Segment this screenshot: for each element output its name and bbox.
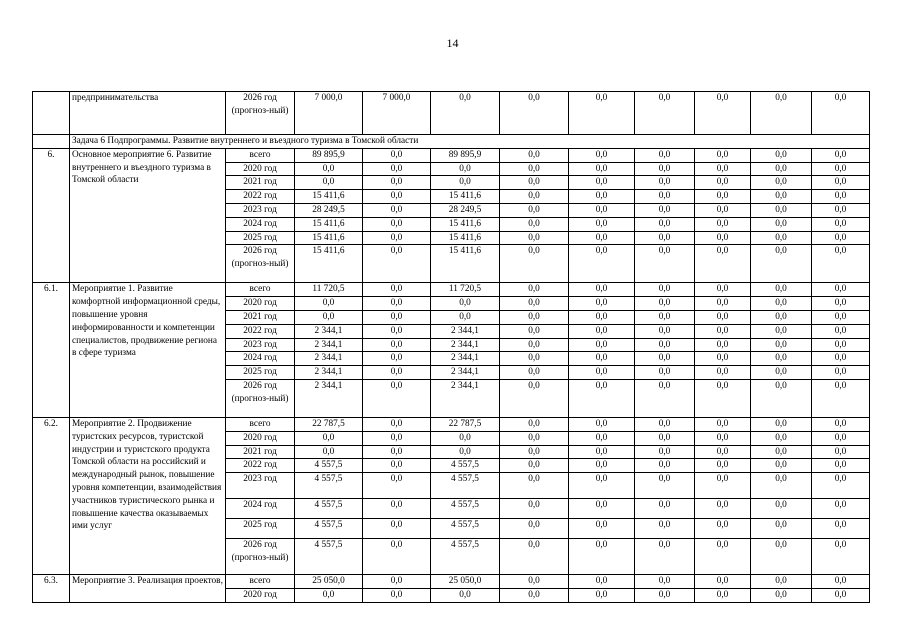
value-cell: 0,0 [695, 245, 751, 283]
value-cell: 0,0 [431, 162, 500, 176]
value-cell: 0,0 [569, 539, 635, 575]
value-cell: 0,0 [569, 588, 635, 602]
value-cell: 0,0 [695, 310, 751, 324]
value-cell: 0,0 [695, 431, 751, 445]
value-cell: 0,0 [363, 231, 431, 245]
value-cell: 15 411,6 [295, 190, 363, 204]
value-cell: 0,0 [812, 459, 870, 473]
value-cell: 4 557,5 [295, 499, 363, 519]
value-cell: 0,0 [812, 203, 870, 217]
value-cell: 0,0 [695, 352, 751, 366]
value-cell: 0,0 [751, 92, 812, 135]
year-cell: 2020 год [226, 431, 295, 445]
value-cell: 4 557,5 [431, 539, 500, 575]
value-cell: 0,0 [500, 473, 569, 499]
value-cell: 0,0 [363, 190, 431, 204]
task-title-row [33, 135, 870, 149]
value-cell: 0,0 [812, 324, 870, 338]
value-cell: 0,0 [751, 539, 812, 575]
value-cell: 0,0 [295, 588, 363, 602]
value-cell: 0,0 [695, 203, 751, 217]
value-cell: 0,0 [569, 338, 635, 352]
value-cell: 0,0 [635, 176, 695, 190]
value-cell: 0,0 [695, 417, 751, 431]
value-cell: 0,0 [695, 217, 751, 231]
value-cell: 0,0 [569, 324, 635, 338]
value-cell: 0,0 [635, 283, 695, 297]
value-cell: 0,0 [569, 575, 635, 589]
year-cell: 2026 год (прогноз-ный) [226, 92, 295, 135]
activity-name: Мероприятие 2. Продвижение туристских ресурсов, туристской индустрии и туристского продукта Томской области на российский и международный рынок, повышение уровня компетенции, взаимодействия участников туристического рынка и повышение качества оказываемых ими услуг [70, 417, 226, 574]
value-cell: 11 720,5 [295, 283, 363, 297]
value-cell: 0,0 [751, 431, 812, 445]
table-row [33, 92, 870, 135]
value-cell: 0,0 [751, 575, 812, 589]
value-cell: 0,0 [635, 310, 695, 324]
year-cell: 2021 год [226, 310, 295, 324]
value-cell: 0,0 [569, 352, 635, 366]
value-cell: 4 557,5 [431, 519, 500, 539]
value-cell: 0,0 [635, 445, 695, 459]
value-cell: 15 411,6 [431, 217, 500, 231]
value-cell: 0,0 [431, 310, 500, 324]
table-row [33, 417, 870, 431]
value-cell: 0,0 [500, 148, 569, 162]
value-cell: 0,0 [500, 539, 569, 575]
value-cell: 0,0 [363, 445, 431, 459]
year-cell: 2023 год [226, 338, 295, 352]
value-cell: 0,0 [431, 176, 500, 190]
year-cell: 2023 год [226, 203, 295, 217]
value-cell: 0,0 [363, 366, 431, 380]
table-row [33, 575, 870, 589]
value-cell: 0,0 [751, 217, 812, 231]
value-cell: 4 557,5 [295, 519, 363, 539]
value-cell: 0,0 [751, 176, 812, 190]
activity-index: 6.2. [33, 417, 70, 574]
value-cell: 0,0 [569, 162, 635, 176]
value-cell: 0,0 [363, 338, 431, 352]
value-cell: 0,0 [635, 366, 695, 380]
value-cell: 0,0 [751, 283, 812, 297]
value-cell: 0,0 [500, 431, 569, 445]
value-cell: 0,0 [635, 162, 695, 176]
value-cell: 0,0 [695, 190, 751, 204]
value-cell: 0,0 [500, 245, 569, 283]
value-cell: 0,0 [635, 324, 695, 338]
value-cell: 4 557,5 [431, 499, 500, 519]
value-cell: 0,0 [695, 297, 751, 311]
year-cell: 2020 год [226, 162, 295, 176]
value-cell: 0,0 [635, 190, 695, 204]
value-cell: 0,0 [812, 176, 870, 190]
activity-index: 6.1. [33, 283, 70, 418]
value-cell: 0,0 [500, 190, 569, 204]
year-cell: 2022 год [226, 190, 295, 204]
value-cell: 0,0 [569, 92, 635, 135]
value-cell: 0,0 [812, 310, 870, 324]
row-index-cell [33, 92, 70, 135]
value-cell: 25 050,0 [431, 575, 500, 589]
value-cell: 0,0 [569, 417, 635, 431]
value-cell: 0,0 [635, 417, 695, 431]
value-cell: 15 411,6 [295, 231, 363, 245]
value-cell: 2 344,1 [431, 379, 500, 417]
activity-name: Мероприятие 3. Реализация проектов, [70, 575, 226, 603]
year-cell: 2022 год [226, 324, 295, 338]
activity-name: Основное мероприятие 6. Развитие внутреннего и въездного туризма в Томской области [70, 148, 226, 283]
value-cell: 0,0 [635, 459, 695, 473]
value-cell: 0,0 [695, 366, 751, 380]
value-cell: 4 557,5 [431, 459, 500, 473]
value-cell: 0,0 [695, 459, 751, 473]
value-cell: 0,0 [500, 92, 569, 135]
value-cell: 0,0 [500, 588, 569, 602]
value-cell: 0,0 [751, 245, 812, 283]
value-cell: 7 000,0 [295, 92, 363, 135]
value-cell: 0,0 [812, 231, 870, 245]
value-cell: 0,0 [569, 379, 635, 417]
year-cell: 2022 год [226, 459, 295, 473]
value-cell: 0,0 [569, 176, 635, 190]
value-cell: 4 557,5 [295, 539, 363, 575]
value-cell: 0,0 [812, 539, 870, 575]
value-cell: 0,0 [812, 217, 870, 231]
value-cell: 0,0 [363, 499, 431, 519]
value-cell: 0,0 [695, 499, 751, 519]
value-cell: 2 344,1 [295, 324, 363, 338]
value-cell: 0,0 [569, 231, 635, 245]
value-cell: 0,0 [812, 283, 870, 297]
value-cell: 89 895,9 [295, 148, 363, 162]
value-cell: 0,0 [569, 245, 635, 283]
year-cell: 2020 год [226, 297, 295, 311]
value-cell: 0,0 [500, 176, 569, 190]
value-cell: 0,0 [635, 338, 695, 352]
activity-index: 6. [33, 148, 70, 283]
value-cell: 0,0 [569, 366, 635, 380]
value-cell: 0,0 [363, 459, 431, 473]
year-cell: 2023 год [226, 473, 295, 499]
value-cell: 0,0 [695, 539, 751, 575]
value-cell: 0,0 [812, 588, 870, 602]
value-cell: 22 787,5 [431, 417, 500, 431]
value-cell: 0,0 [569, 297, 635, 311]
value-cell: 0,0 [812, 92, 870, 135]
value-cell: 0,0 [363, 431, 431, 445]
value-cell: 89 895,9 [431, 148, 500, 162]
value-cell: 0,0 [431, 431, 500, 445]
value-cell: 0,0 [431, 297, 500, 311]
value-cell: 0,0 [569, 190, 635, 204]
value-cell: 0,0 [812, 245, 870, 283]
value-cell: 0,0 [363, 379, 431, 417]
value-cell: 0,0 [295, 431, 363, 445]
value-cell: 2 344,1 [295, 379, 363, 417]
value-cell: 2 344,1 [431, 324, 500, 338]
value-cell: 0,0 [812, 431, 870, 445]
value-cell: 0,0 [812, 445, 870, 459]
value-cell: 0,0 [363, 417, 431, 431]
year-cell: 2025 год [226, 519, 295, 539]
value-cell: 25 050,0 [295, 575, 363, 589]
value-cell: 0,0 [751, 379, 812, 417]
value-cell: 0,0 [812, 162, 870, 176]
value-cell: 0,0 [751, 297, 812, 311]
value-cell: 11 720,5 [431, 283, 500, 297]
table-row [33, 148, 870, 162]
value-cell: 0,0 [635, 231, 695, 245]
value-cell: 4 557,5 [295, 473, 363, 499]
value-cell: 4 557,5 [295, 459, 363, 473]
value-cell: 0,0 [500, 324, 569, 338]
value-cell: 0,0 [569, 217, 635, 231]
value-cell: 0,0 [635, 217, 695, 231]
year-cell: всего [226, 283, 295, 297]
value-cell: 0,0 [569, 499, 635, 519]
value-cell: 0,0 [695, 283, 751, 297]
value-cell: 0,0 [751, 338, 812, 352]
value-cell: 0,0 [751, 162, 812, 176]
value-cell: 0,0 [751, 417, 812, 431]
value-cell: 0,0 [751, 231, 812, 245]
year-cell: 2024 год [226, 352, 295, 366]
value-cell: 0,0 [695, 176, 751, 190]
value-cell: 2 344,1 [431, 366, 500, 380]
value-cell: 0,0 [569, 148, 635, 162]
value-cell: 0,0 [635, 575, 695, 589]
value-cell: 0,0 [812, 417, 870, 431]
value-cell: 0,0 [569, 459, 635, 473]
value-cell: 0,0 [363, 519, 431, 539]
value-cell: 0,0 [751, 588, 812, 602]
value-cell: 0,0 [635, 519, 695, 539]
value-cell: 0,0 [363, 176, 431, 190]
value-cell: 0,0 [695, 588, 751, 602]
value-cell: 0,0 [635, 588, 695, 602]
value-cell: 0,0 [751, 473, 812, 499]
value-cell: 0,0 [363, 217, 431, 231]
task-empty-cell [33, 135, 70, 149]
value-cell: 0,0 [635, 297, 695, 311]
value-cell: 0,0 [635, 245, 695, 283]
value-cell: 0,0 [569, 283, 635, 297]
value-cell: 0,0 [812, 190, 870, 204]
value-cell: 0,0 [751, 352, 812, 366]
value-cell: 15 411,6 [295, 217, 363, 231]
value-cell: 0,0 [695, 445, 751, 459]
value-cell: 0,0 [500, 352, 569, 366]
value-cell: 0,0 [295, 310, 363, 324]
value-cell: 0,0 [812, 519, 870, 539]
value-cell: 0,0 [569, 445, 635, 459]
value-cell: 0,0 [812, 379, 870, 417]
value-cell: 2 344,1 [295, 352, 363, 366]
value-cell: 0,0 [695, 575, 751, 589]
value-cell: 0,0 [635, 539, 695, 575]
value-cell: 28 249,5 [431, 203, 500, 217]
value-cell: 0,0 [812, 575, 870, 589]
value-cell: 0,0 [500, 417, 569, 431]
value-cell: 0,0 [500, 217, 569, 231]
value-cell: 0,0 [751, 519, 812, 539]
value-cell: 0,0 [635, 148, 695, 162]
value-cell: 7 000,0 [363, 92, 431, 135]
value-cell: 0,0 [812, 338, 870, 352]
budget-table [32, 91, 870, 603]
year-cell: 2021 год [226, 445, 295, 459]
value-cell: 0,0 [812, 148, 870, 162]
value-cell: 0,0 [500, 162, 569, 176]
value-cell: 0,0 [751, 445, 812, 459]
value-cell: 0,0 [500, 499, 569, 519]
task-title: Задача 6 Подпрограммы. Развитие внутреннего и въездного туризма в Томской области [70, 135, 870, 149]
value-cell: 0,0 [695, 162, 751, 176]
year-cell: 2024 год [226, 499, 295, 519]
value-cell: 15 411,6 [431, 231, 500, 245]
activity-name: Мероприятие 1. Развитие комфортной информационной среды, повышение уровня информированности и компетенции специалистов, продвижение региона в сфере туризма [70, 283, 226, 418]
value-cell: 0,0 [695, 379, 751, 417]
value-cell: 0,0 [635, 431, 695, 445]
value-cell: 0,0 [363, 162, 431, 176]
value-cell: 0,0 [363, 352, 431, 366]
value-cell: 0,0 [569, 519, 635, 539]
value-cell: 0,0 [295, 176, 363, 190]
value-cell: 0,0 [812, 352, 870, 366]
value-cell: 0,0 [363, 588, 431, 602]
value-cell: 0,0 [500, 203, 569, 217]
value-cell: 0,0 [695, 338, 751, 352]
value-cell: 0,0 [812, 297, 870, 311]
year-cell: 2026 год (прогноз-ный) [226, 245, 295, 283]
value-cell: 0,0 [751, 366, 812, 380]
value-cell: 0,0 [500, 459, 569, 473]
value-cell: 0,0 [695, 473, 751, 499]
year-cell: 2025 год [226, 231, 295, 245]
value-cell: 15 411,6 [431, 245, 500, 283]
value-cell: 2 344,1 [295, 338, 363, 352]
year-cell: всего [226, 575, 295, 589]
value-cell: 0,0 [500, 283, 569, 297]
value-cell: 28 249,5 [295, 203, 363, 217]
value-cell: 0,0 [569, 203, 635, 217]
value-cell: 0,0 [635, 92, 695, 135]
year-cell: 2025 год [226, 366, 295, 380]
value-cell: 0,0 [363, 203, 431, 217]
value-cell: 15 411,6 [431, 190, 500, 204]
value-cell: 0,0 [295, 297, 363, 311]
row-name-cell: предпринимательства [70, 92, 226, 135]
value-cell: 0,0 [635, 203, 695, 217]
value-cell: 15 411,6 [295, 245, 363, 283]
value-cell: 0,0 [500, 310, 569, 324]
activity-index: 6.3. [33, 575, 70, 603]
value-cell: 2 344,1 [431, 338, 500, 352]
value-cell: 2 344,1 [295, 366, 363, 380]
value-cell: 0,0 [695, 324, 751, 338]
year-cell: 2026 год (прогноз-ный) [226, 539, 295, 575]
value-cell: 0,0 [635, 352, 695, 366]
value-cell: 0,0 [295, 162, 363, 176]
value-cell: 0,0 [635, 379, 695, 417]
value-cell: 0,0 [363, 324, 431, 338]
value-cell: 0,0 [500, 519, 569, 539]
value-cell: 0,0 [500, 379, 569, 417]
value-cell: 0,0 [751, 203, 812, 217]
value-cell: 0,0 [363, 297, 431, 311]
value-cell: 0,0 [812, 499, 870, 519]
value-cell: 0,0 [363, 575, 431, 589]
value-cell: 0,0 [812, 473, 870, 499]
value-cell: 0,0 [431, 588, 500, 602]
year-cell: всего [226, 148, 295, 162]
table-row [33, 283, 870, 297]
value-cell: 0,0 [363, 245, 431, 283]
value-cell: 0,0 [751, 459, 812, 473]
value-cell: 4 557,5 [431, 473, 500, 499]
value-cell: 0,0 [500, 338, 569, 352]
value-cell: 0,0 [695, 519, 751, 539]
value-cell: 0,0 [363, 473, 431, 499]
value-cell: 0,0 [500, 297, 569, 311]
value-cell: 0,0 [751, 324, 812, 338]
value-cell: 0,0 [431, 92, 500, 135]
value-cell: 0,0 [363, 310, 431, 324]
value-cell: 0,0 [431, 445, 500, 459]
value-cell: 0,0 [500, 445, 569, 459]
value-cell: 0,0 [635, 473, 695, 499]
value-cell: 0,0 [500, 231, 569, 245]
value-cell: 0,0 [569, 431, 635, 445]
value-cell: 0,0 [751, 499, 812, 519]
value-cell: 0,0 [295, 445, 363, 459]
year-cell: 2026 год (прогноз-ный) [226, 379, 295, 417]
value-cell: 0,0 [751, 190, 812, 204]
value-cell: 0,0 [500, 366, 569, 380]
year-cell: 2024 год [226, 217, 295, 231]
value-cell: 0,0 [635, 499, 695, 519]
year-cell: 2021 год [226, 176, 295, 190]
value-cell: 0,0 [363, 148, 431, 162]
value-cell: 0,0 [695, 92, 751, 135]
value-cell: 22 787,5 [295, 417, 363, 431]
value-cell: 0,0 [363, 539, 431, 575]
value-cell: 0,0 [569, 473, 635, 499]
value-cell: 0,0 [569, 310, 635, 324]
value-cell: 0,0 [812, 366, 870, 380]
value-cell: 0,0 [751, 310, 812, 324]
value-cell: 0,0 [695, 148, 751, 162]
value-cell: 0,0 [500, 575, 569, 589]
value-cell: 0,0 [695, 231, 751, 245]
year-cell: всего [226, 417, 295, 431]
value-cell: 0,0 [363, 283, 431, 297]
page-number: 14 [446, 36, 459, 50]
year-cell: 2020 год [226, 588, 295, 602]
value-cell: 2 344,1 [431, 352, 500, 366]
value-cell: 0,0 [751, 148, 812, 162]
